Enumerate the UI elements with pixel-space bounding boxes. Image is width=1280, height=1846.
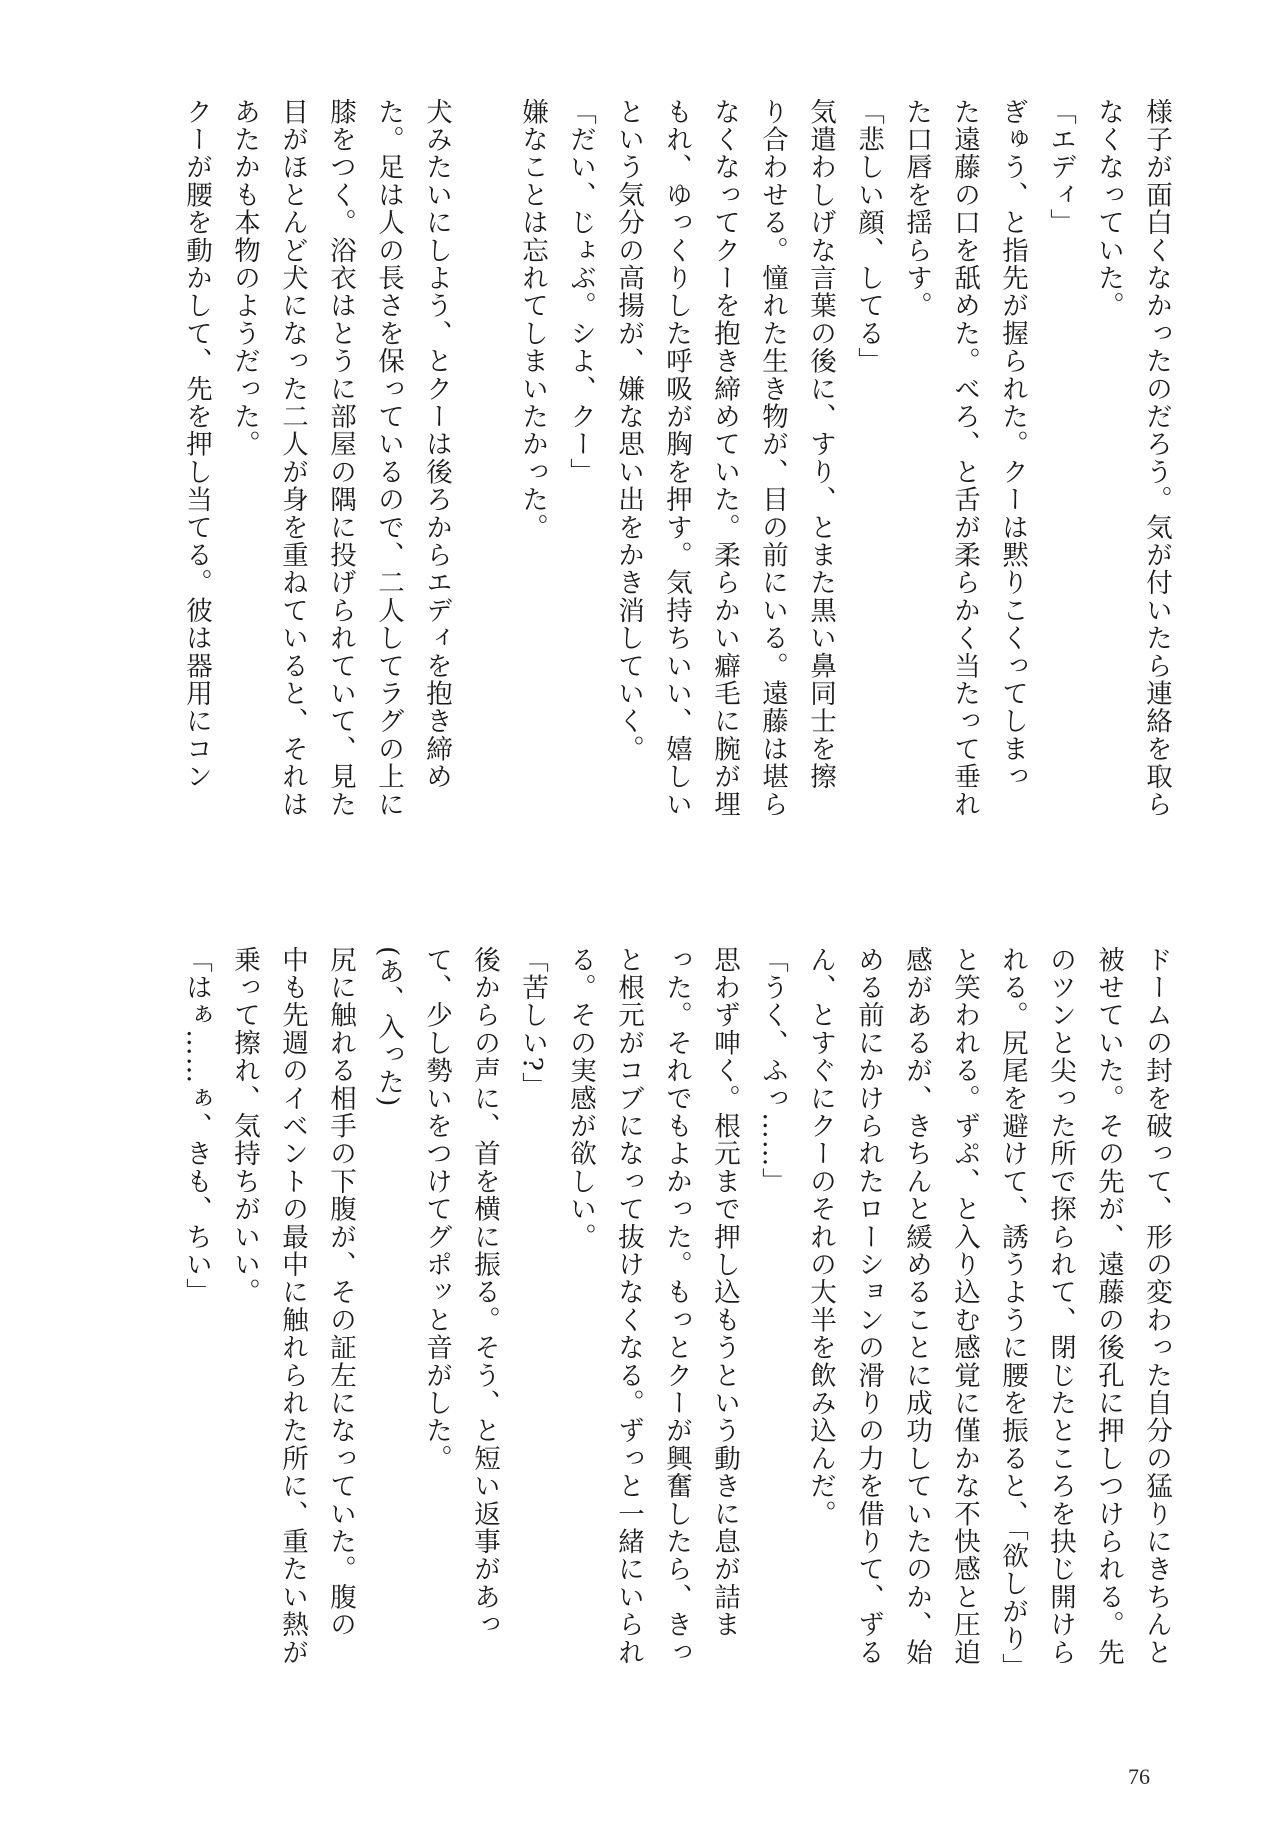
text-line: 「だい、じょぶ。シよ、クー」 (565, 98, 596, 486)
text-line: 嫌なことは忘れてしまいたかった。 (517, 98, 548, 542)
text-line: た。足は人の長さを保っているので、二人してラグの上に (373, 98, 404, 819)
upper-text-block (140, 98, 1180, 890)
text-line: 「はぁ……ぁ、きも、ちい」 (181, 946, 212, 1307)
text-line: ん、とすぐにクーのそれの大半を飲み込んだ。 (805, 946, 836, 1528)
text-line: あたかも本物のようだった。 (229, 98, 260, 459)
text-line: れる。尻尾を避けて、誘うように腰を振ると、「欲しがり」 (997, 946, 1028, 1681)
text-line: ドームの封を破って、形の変わった自分の猛りにきちんと (1141, 946, 1172, 1667)
text-line: り合わせる。憧れた生き物が、目の前にいる。遠藤は堪ら (757, 98, 788, 819)
text-line: 被せていた。その先が、遠藤の後孔に押しつけられる。先 (1093, 946, 1124, 1667)
text-line: と笑われる。ずぷ、と入り込む感覚に僅かな不快感と圧迫 (949, 946, 980, 1667)
text-line: た遠藤の口を舐めた。べろ、と舌が柔らかく当たって垂れ (949, 98, 980, 819)
text-line: 「エディ」 (1045, 98, 1076, 237)
text-line: 目がほとんど犬になった二人が身を重ねていると、それは (277, 98, 308, 819)
text-line: という気分の高揚が、嫌な思い出をかき消していく。 (613, 98, 644, 763)
text-line: める前にかけられたローションの滑りの力を借りて、ずる (853, 946, 884, 1667)
text-line: た口唇を揺らす。 (901, 98, 932, 320)
text-line: なくなってクーを抱き締めていた。柔らかい癖毛に腕が埋 (709, 98, 740, 819)
page-number: 76 (1128, 1764, 1150, 1789)
text-line (460, 98, 508, 890)
text-line: 乗って擦れ、気持ちがいい。 (229, 946, 260, 1307)
text-line: 様子が面白くなかったのだろう。気が付いたら連絡を取ら (1141, 98, 1172, 819)
text-line: 後からの声に、首を横に振る。そう、と短い返事があっ (469, 946, 500, 1639)
text-line: のツンと尖った所で探られて、閉じたところを抉じ開けら (1045, 946, 1076, 1667)
text-line: 「うく、ふっ……」 (757, 946, 788, 1196)
text-line: クーが腰を動かして、先を押し当てる。彼は器用にコン (181, 98, 212, 791)
text-line: 尻に触れる相手の下腹が、その証左になっていた。腹の (325, 946, 356, 1639)
text-line: 「苦しい?」 (517, 946, 548, 1100)
text-line: 膝をつく。浴衣はとうに部屋の隅に投げられていて、見た (325, 98, 356, 819)
text-line: て、少し勢いをつけてグポッと音がした。 (421, 946, 452, 1473)
text-line: 感があるが、きちんと緩めることに成功していたのか、始 (901, 946, 932, 1667)
lower-text-block (140, 946, 1180, 1738)
text-line: と根元がコブになって抜けなくなる。ずっと一緒にいられ (613, 946, 644, 1667)
text-line: (あ、入った) (373, 946, 404, 1108)
text-line: 気遣わしげな言葉の後に、すり、とまた黒い鼻同士を擦 (805, 98, 836, 791)
text-line: なくなっていた。 (1093, 98, 1124, 320)
text-line: った。それでもよかった。もっとクーが興奮したら、きっ (661, 946, 692, 1667)
text-line: 犬みたいにしよう、とクーは後ろからエディを抱き締め (421, 98, 452, 791)
text-line: 「悲しい顔、してる」 (853, 98, 884, 375)
text-line: もれ、ゆっくりした呼吸が胸を押す。気持ちいい、嬉しい (661, 98, 692, 819)
text-line: ぎゅう、と指先が握られた。クーは黙りこくってしまっ (997, 98, 1028, 791)
text-line: 中も先週のイベントの最中に触れられた所に、重たい熱が (277, 946, 308, 1667)
text-line: 思わず呻く。根元まで押し込もうという動きに息が詰ま (709, 946, 740, 1639)
text-line: る。その実感が欲しい。 (565, 946, 596, 1251)
